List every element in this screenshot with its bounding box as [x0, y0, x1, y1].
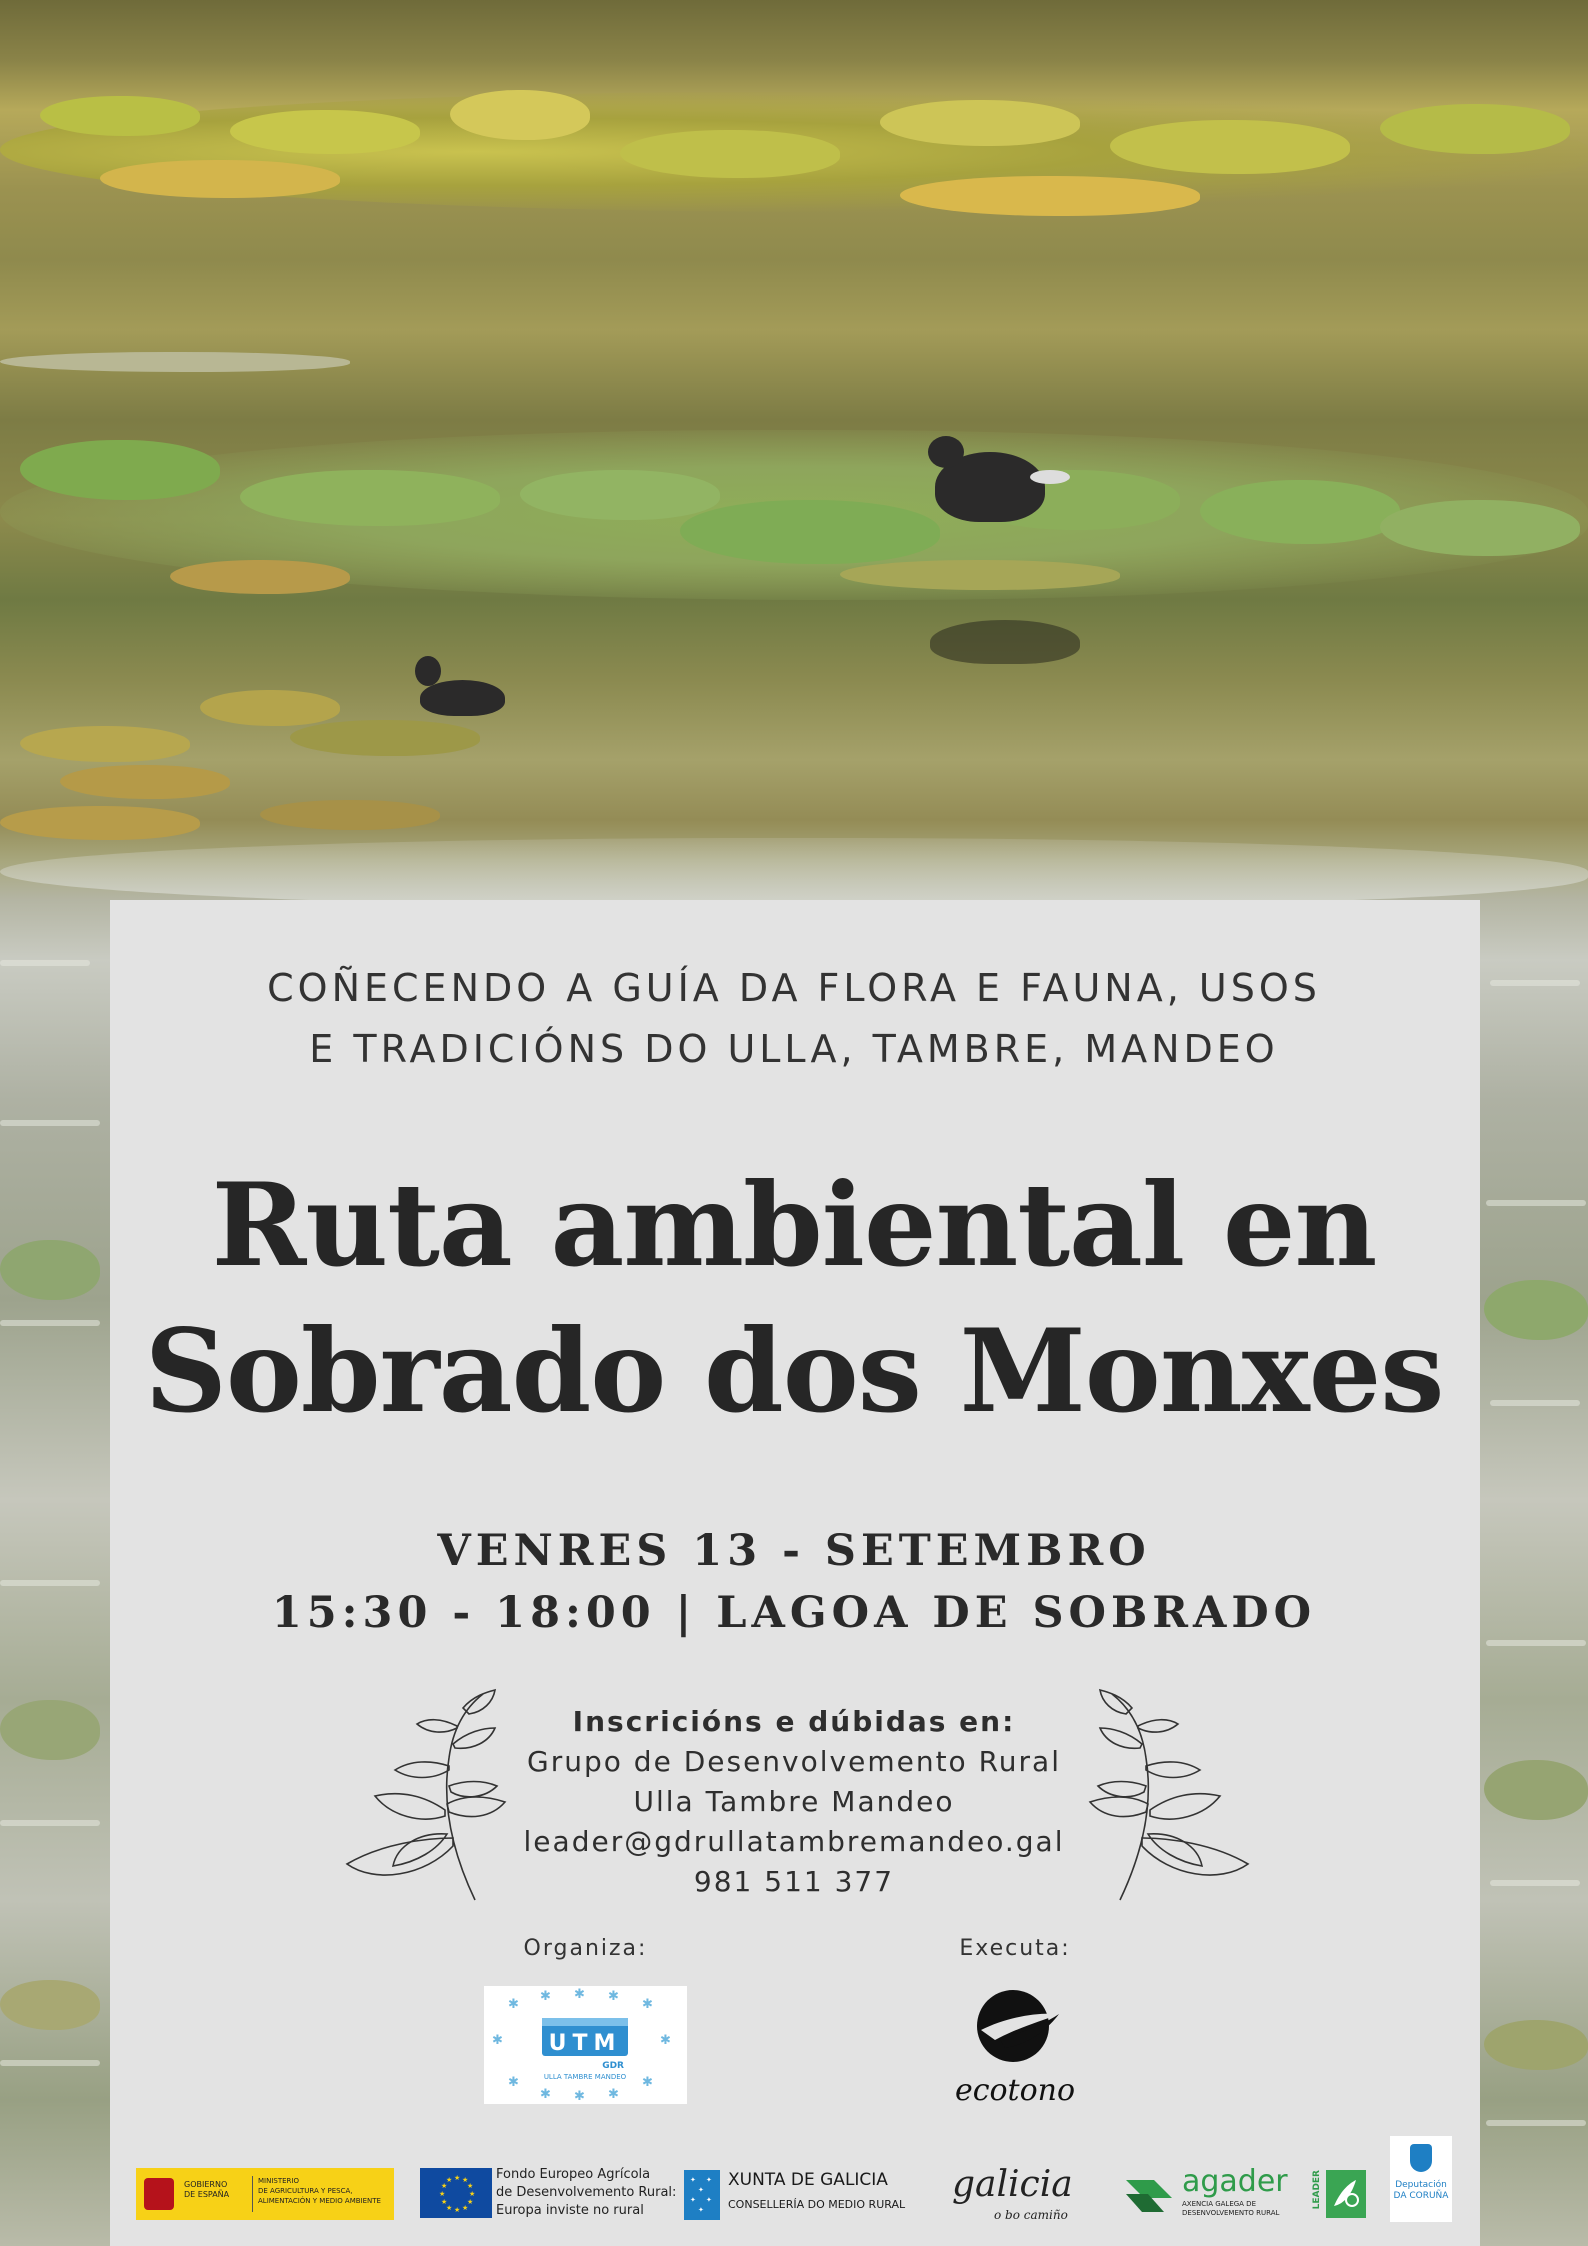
svg-text:★: ★	[454, 2174, 461, 2182]
ministerio-line-3: ALIMENTACIÓN Y MEDIO AMBIENTE	[258, 2197, 381, 2205]
svg-text:★: ★	[446, 2176, 453, 2184]
svg-text:★: ★	[469, 2190, 476, 2198]
feader-line-3: Europa inviste no rural	[496, 2203, 644, 2218]
contact-block	[490, 1702, 1098, 1902]
grebe-bird	[420, 680, 505, 716]
agader-logo	[1124, 2164, 1292, 2224]
svg-text:✱: ✱	[574, 1987, 585, 2002]
feader-eu-logo	[420, 2166, 677, 2224]
subtitle-line-2: E TRADICIÓNS DO ULLA, TAMBRE, MANDEO	[309, 1027, 1279, 1071]
feader-line-1: Fondo Europeo Agrícola	[496, 2167, 651, 2182]
ecotono-word: ecotono	[954, 2073, 1076, 2108]
event-title	[0, 1152, 1588, 1444]
svg-text:★: ★	[439, 2190, 446, 2198]
svg-text:✱: ✱	[508, 1997, 519, 2012]
leader-logo	[1312, 2166, 1368, 2222]
subtitle-line-1: COÑECENDO A GUÍA DA FLORA E FAUNA, USOS	[267, 966, 1321, 1010]
svg-text:✱: ✱	[508, 2075, 519, 2090]
deputacion-line-2: DA CORUÑA	[1393, 2191, 1449, 2201]
svg-text:★: ★	[467, 2198, 474, 2206]
svg-text:✦: ✦	[698, 2206, 704, 2214]
svg-text:★: ★	[441, 2182, 448, 2190]
svg-text:✱: ✱	[642, 2075, 653, 2090]
svg-text:✱: ✱	[608, 2087, 619, 2102]
svg-text:✦: ✦	[690, 2196, 696, 2204]
contact-org-line-2: Ulla Tambre Mandeo	[633, 1785, 955, 1818]
event-date: VENRES 13 - SETEMBRO	[437, 1526, 1151, 1576]
leader-mark-icon	[1326, 2170, 1366, 2218]
svg-text:✱: ✱	[492, 2033, 503, 2048]
galicia-bo-camino-logo	[952, 2164, 1102, 2226]
contact-email[interactable]: leader@gdrullatambremandeo.gal	[523, 1825, 1065, 1858]
svg-text:★: ★	[441, 2198, 448, 2206]
gobierno-line-1: GOBIERNO	[184, 2180, 228, 2189]
agader-mark-icon	[1124, 2170, 1176, 2222]
svg-text:★: ★	[462, 2176, 469, 2184]
svg-text:✦: ✦	[706, 2176, 712, 2184]
utm-letters: UTM	[548, 2031, 622, 2056]
agader-sub-1: AXENCIA GALEGA DE	[1182, 2200, 1256, 2208]
xunta-galicia-logo	[684, 2168, 934, 2222]
xunta-title: XUNTA DE GALICIA	[728, 2170, 888, 2190]
title-line-2: Sobrado dos Monxes	[144, 1304, 1444, 1438]
ministerio-line-1: MINISTERIO	[258, 2177, 299, 2185]
utm-logo	[484, 1986, 687, 2104]
galicia-word: galicia	[952, 2164, 1073, 2205]
svg-text:★: ★	[446, 2204, 453, 2212]
feader-line-2: de Desenvolvemento Rural:	[496, 2185, 677, 2200]
gobierno-espana-logo	[136, 2168, 394, 2220]
galicia-sub: o bo camiño	[994, 2208, 1068, 2222]
svg-text:✦: ✦	[690, 2176, 696, 2184]
executa-label: Executa:	[959, 1936, 1071, 1961]
svg-text:✱: ✱	[608, 1989, 619, 2004]
svg-text:✱: ✱	[642, 1997, 653, 2012]
agader-word: agader	[1182, 2164, 1288, 2199]
svg-text:★: ★	[467, 2182, 474, 2190]
coat-of-arms-icon	[144, 2178, 174, 2210]
xunta-subtitle: CONSELLERÍA DO MEDIO RURAL	[728, 2198, 906, 2211]
gobierno-line-2: DE ESPAÑA	[184, 2190, 230, 2199]
organiza-label: Organiza:	[523, 1936, 648, 1961]
contact-org-line-1: Grupo de Desenvolvemento Rural	[527, 1745, 1061, 1778]
leaf-branch-icon	[1080, 1688, 1250, 1906]
ecotono-logo	[935, 1978, 1095, 2114]
event-subtitle	[0, 958, 1588, 1080]
contact-phone[interactable]: 981 511 377	[693, 1865, 895, 1898]
xunta-shield-icon	[684, 2170, 720, 2220]
svg-text:✱: ✱	[574, 2089, 585, 2104]
utm-sub: ULLA TAMBRE MANDEO	[543, 2073, 627, 2081]
title-line-1: Ruta ambiental en	[211, 1158, 1377, 1292]
leader-word: LEADER	[1312, 2170, 1322, 2210]
deputacion-shield-icon	[1410, 2144, 1432, 2172]
svg-text:✦: ✦	[706, 2196, 712, 2204]
deputacion-coruna-logo	[1390, 2136, 1452, 2222]
svg-text:★: ★	[454, 2206, 461, 2214]
event-time-place: 15:30 - 18:00 | LAGOA DE SOBRADO	[271, 1588, 1317, 1638]
utm-gdr: GDR	[602, 2061, 624, 2071]
ministerio-line-2: DE AGRICULTURA Y PESCA,	[258, 2187, 353, 2195]
svg-text:✱: ✱	[540, 1989, 551, 2004]
svg-text:★: ★	[462, 2204, 469, 2212]
contact-heading: Inscricións e dúbidas en:	[572, 1705, 1016, 1738]
svg-text:✱: ✱	[660, 2033, 671, 2048]
svg-text:✦: ✦	[698, 2186, 704, 2194]
deputacion-line-1: Deputación	[1395, 2180, 1447, 2190]
svg-text:✱: ✱	[540, 2087, 551, 2102]
event-schedule	[0, 1520, 1588, 1644]
eu-flag-icon	[420, 2168, 492, 2218]
agader-sub-2: DESENVOLVEMENTO RURAL	[1182, 2209, 1280, 2217]
